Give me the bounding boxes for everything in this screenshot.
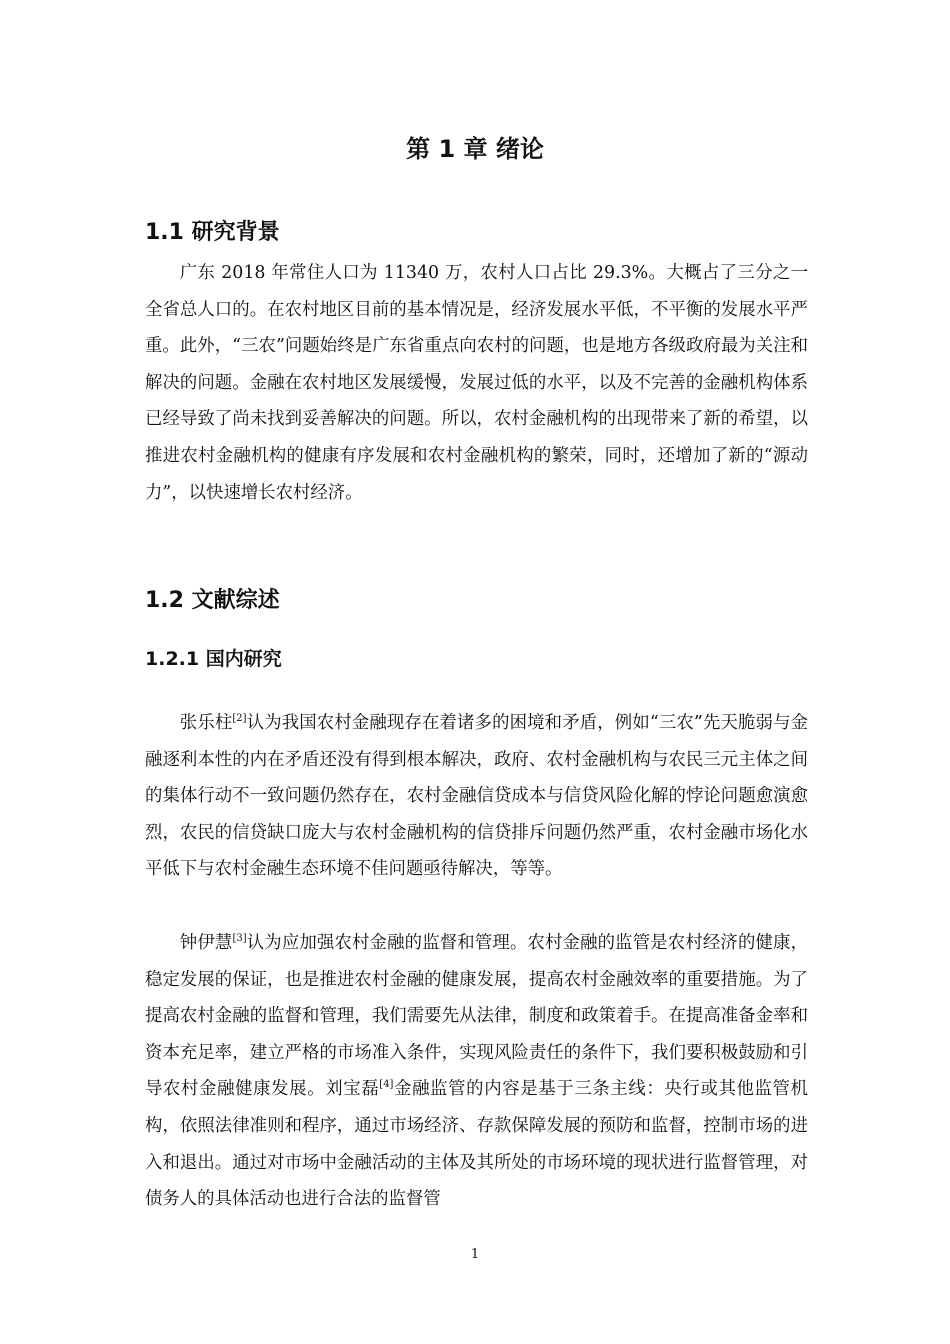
paragraph-domestic-research-1 — [145, 705, 808, 888]
paragraph-research-background: 广东 2018 年常住人口为 11340 万，农村人口占比 29.3%。大概占了三分之一全省总人口的。在农村地区目前的基本情况是，经济发展水平低，不平衡的发展水平严重。此外，“三农”问题始终是广东省重点向农村的问题，也是地方各级政府最为关注和解决的问题。金融在农村地区发展缓慢，发展过低的水平，以及不完善的金融机构体系已经导致了尚未找到妥善解决的问题。所以，农村金融机构的出现带来了新的希望，以推进农村金融机构的健康有序发展和农村金融机构的繁荣，同时，还增加了新的“源动力”，以快速增长农村经济。 — [145, 263, 808, 503]
paragraph-text: 认为我国农村金融现存在着诸多的困境和矛盾，例如“三农”先天脆弱与金融逐利本性的内在矛盾还没有得到根本解决，政府、农村金融机构与农民三元主体之间的集体行动不一致问题仍然存在，农村金融信贷成本与信贷风险化解的悖论问题愈演愈烈，农民的信贷缺口庞大与农村金融机构的信贷排斥问题仍然严重，农村金融市场化水平低下与农村金融生态环境不佳问题亟待解决，等等。 — [145, 713, 808, 880]
citation-ref: [4] — [379, 1079, 394, 1091]
chapter-title: 第 1 章 绪论 — [406, 135, 544, 163]
section-heading-1-2: 1.2 文献综述 — [145, 588, 280, 613]
section-heading-1-1: 1.1 研究背景 — [145, 220, 280, 245]
subsection-heading-1-2-1: 1.2.1 国内研究 — [145, 648, 282, 670]
author-name: 张乐柱 — [179, 713, 233, 733]
citation-ref: [3] — [232, 933, 247, 945]
author-name: 钟伊慧 — [179, 933, 233, 953]
page-number: 1 — [470, 1247, 480, 1262]
citation-ref: [2] — [232, 713, 247, 725]
paragraph-text: 金融监管的内容是基于三条主线：央行或其他监管机构，依照法律准则和程序，通过市场经济、存款保障发展的预防和监督，控制市场的进入和退出。通过对市场中金融活动的主体及其所处的市场环境的现状进行监督管理，对债务人的具体活动也进行合法的监督管 — [145, 1079, 808, 1210]
paragraph-domestic-research-2 — [145, 925, 808, 1218]
paragraph-text: 认为应加强农村金融的监督和管理。农村金融的监管是农村经济的健康，稳定发展的保证，也是推进农村金融的健康发展，提高农村金融效率的重要措施。为了提高农村金融的监督和管理，我们需要先从法律，制度和政策着手。在提高准备金率和资本充足率，建立严格的市场准入条件，实现风险责任的条件下，我们要积极鼓励和引导农村金融健康发展。 — [145, 933, 808, 1100]
author-name: 刘宝磊 — [325, 1079, 380, 1100]
